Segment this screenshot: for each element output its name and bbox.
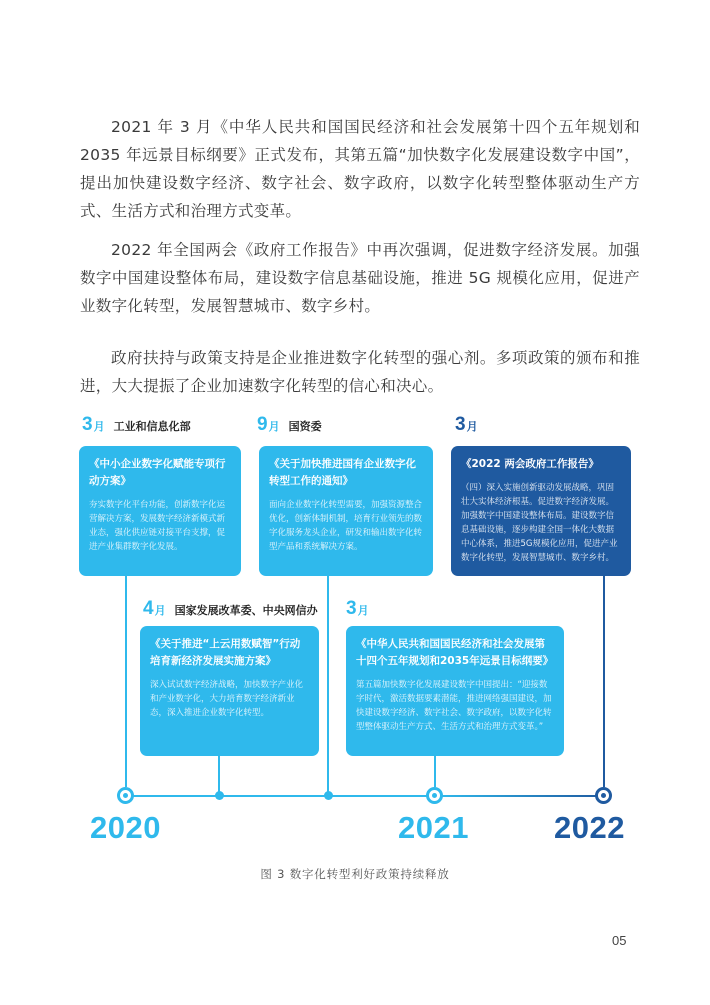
event-org: 国家发展改革委、中央网信办 xyxy=(174,604,318,617)
event-date xyxy=(346,598,369,620)
connector-line xyxy=(603,576,605,787)
card-title: 《中华人民共和国国民经济和社会发展第十四个五年规划和2035年远景目标纲要》 xyxy=(356,638,554,667)
policy-card xyxy=(451,446,631,576)
event-date xyxy=(143,598,318,620)
year-label: 2021 xyxy=(398,810,469,845)
timeline-dot xyxy=(215,791,224,800)
year-label: 2022 xyxy=(554,810,625,845)
month-unit: 月 xyxy=(93,420,105,433)
year-label: 2020 xyxy=(90,810,161,845)
card-body: 面向企业数字化转型需要，加强资源整合优化，创新体制机制，培育行业领先的数字化服务龙头企业，研发和输出数字化转型产品和系统解决方案。 xyxy=(269,500,423,552)
card-title: 《关于推进“上云用数赋智”行动培育新经济发展实施方案》 xyxy=(150,638,301,667)
month-unit: 月 xyxy=(268,420,280,433)
paragraph-2: 2022 年全国两会《政府工作报告》中再次强调，促进数字经济发展。加强数字中国建设整体布局，建设数字信息基础设施，推进 5G 规模化应用，促进产业数字化转型，发展智慧城市、数字乡村。 xyxy=(80,241,640,315)
timeline-axis xyxy=(127,795,437,797)
event-org: 工业和信息化部 xyxy=(113,420,191,433)
event-month: 4 xyxy=(143,598,154,619)
connector-line xyxy=(327,576,329,794)
year-node xyxy=(117,787,134,804)
paragraph-3: 政府扶持与政策支持是企业推进数字化转型的强心剂。多项政策的颁布和推进，大大提振了企业加速数字化转型的信心和决心。 xyxy=(80,349,640,395)
card-body: 夯实数字化平台功能，创新数字化运营解决方案，发展数字经济新模式新业态，强化供应链对接平台支撑，促进产业集群数字化发展。 xyxy=(89,500,226,552)
card-title: 《关于加快推进国有企业数字化转型工作的通知》 xyxy=(269,458,416,487)
event-month: 3 xyxy=(346,598,357,619)
policy-card xyxy=(79,446,241,576)
card-body: 深入试试数字经济战略，加快数字产业化和产业数字化，大力培育数字经济新业态，深入推进企业数字化转型。 xyxy=(150,680,304,718)
month-unit: 月 xyxy=(357,604,369,617)
policy-card xyxy=(346,626,564,756)
page-number: 05 xyxy=(612,933,627,948)
event-month: 3 xyxy=(82,414,93,435)
year-node xyxy=(595,787,612,804)
event-date xyxy=(455,414,478,436)
timeline-axis xyxy=(437,795,605,797)
connector-line xyxy=(434,756,436,787)
figure-caption: 图 3 数字化转型利好政策持续释放 xyxy=(260,867,450,881)
month-unit: 月 xyxy=(466,420,478,433)
timeline-dot xyxy=(324,791,333,800)
policy-card xyxy=(140,626,319,756)
card-title: 《中小企业数字化赋能专项行动方案》 xyxy=(89,458,226,487)
paragraph-1: 2021 年 3 月《中华人民共和国国民经济和社会发展第十四个五年规划和2035 年远景目标纲要》正式发布，其第五篇“加快数字化发展建设数字中国”，提出加快建设数字经济、数字社会、数字政府，以数字化转型整体驱动生产方式、生活方式和治理方式变革。 xyxy=(80,118,640,220)
connector-line xyxy=(125,576,127,787)
card-title: 《2022 两会政府工作报告》 xyxy=(461,458,599,470)
intro-text xyxy=(80,113,640,225)
event-month: 3 xyxy=(455,414,466,435)
intro-text-3 xyxy=(80,344,640,400)
policy-card xyxy=(259,446,433,576)
event-date xyxy=(257,414,322,436)
event-date xyxy=(82,414,191,436)
intro-text-2 xyxy=(80,236,640,320)
connector-line xyxy=(218,756,220,794)
card-body: 第五篇加快数字化发展建设数字中国提出：“迎接数字时代，激活数据要素潜能，推进网络强国建设，加快建设数字经济、数字社会、数字政府，以数字化转型整体驱动生产方式、生活方式和治理方式变革。” xyxy=(356,680,552,732)
year-node xyxy=(426,787,443,804)
card-body: （四）深入实施创新驱动发展战略，巩固壮大实体经济根基。促进数字经济发展。加强数字中国建设整体布局。建设数字信息基础设施，逐步构建全国一体化大数据中心体系，推进5G规模化应用，促进产业数字化转型，发展智慧城市、数字乡村。 xyxy=(461,483,618,563)
event-month: 9 xyxy=(257,414,268,435)
month-unit: 月 xyxy=(154,604,166,617)
event-org: 国资委 xyxy=(288,420,322,433)
